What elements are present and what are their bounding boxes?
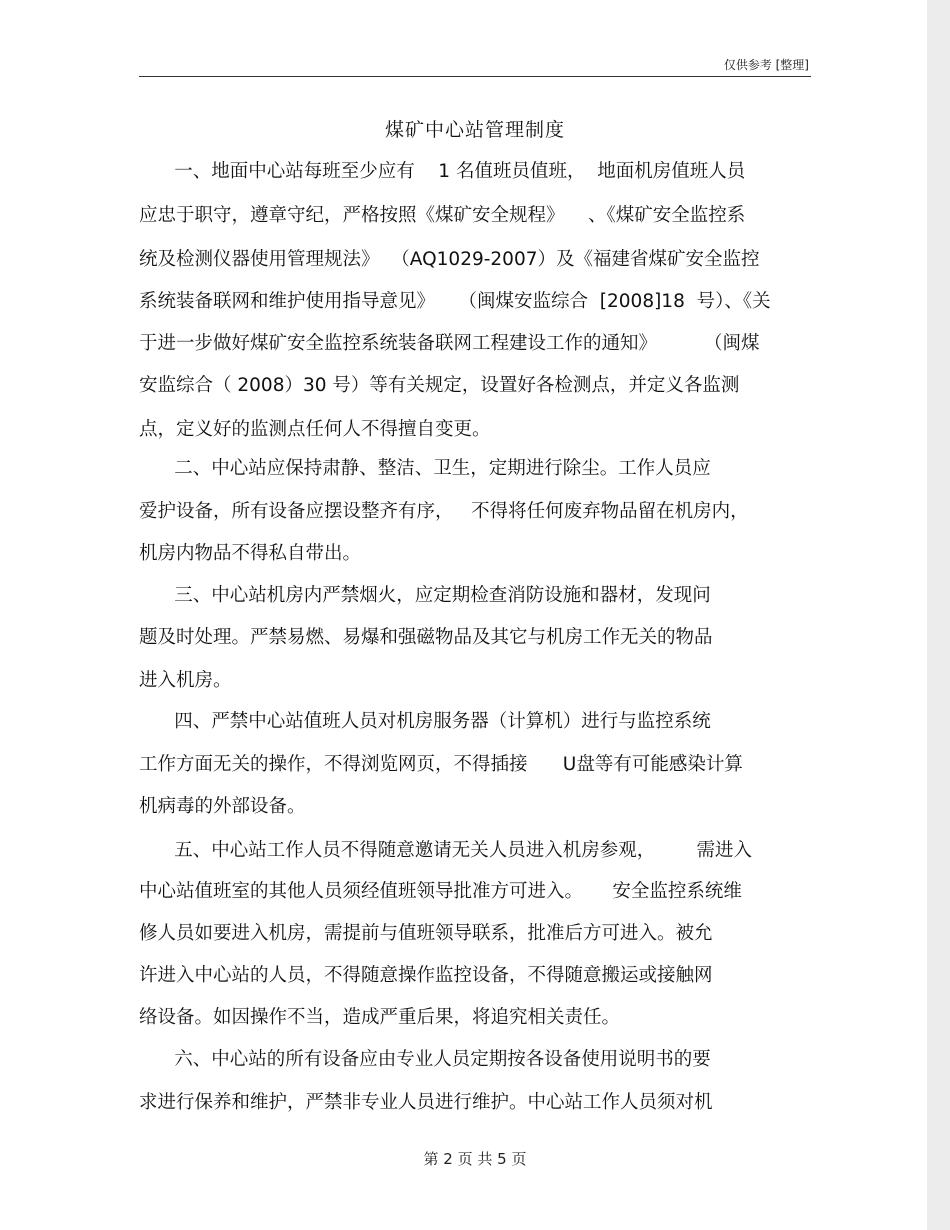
body-line: 机病毒的外部设备。 <box>139 796 306 817</box>
body-line: 点，定义好的监测点任何人不得擅自变更。 <box>139 419 491 440</box>
document-title: 煤矿中心站管理制度 <box>384 119 565 141</box>
body-line: 爱护设备，所有设备应摆设整齐有序， 不得将任何废弃物品留在机房内， <box>139 501 749 522</box>
body-line: 机房内物品不得私自带出。 <box>139 543 362 564</box>
body-line: 修人员如要进入机房，需提前与值班领导联系，批准后方可进入。被允 <box>139 923 713 944</box>
body-line: 中心站值班室的其他人员须经值班领导批准方可进入。 安全监控系统维 <box>139 881 742 902</box>
body-line: 题及时处理。严禁易燃、易爆和强磁物品及其它与机房工作无关的物品 <box>139 627 713 648</box>
body-line: 五、中心站工作人员不得随意邀请无关人员进入机房参观， 需进入 <box>139 840 752 861</box>
body-line: 于进一步做好煤矿安全监控系统装备联网工程建设工作的通知》 （闽煤 <box>139 333 760 354</box>
header-note: 仅供参考 [整理] <box>723 58 809 72</box>
body-line: 二、中心站应保持肃静、整洁、卫生，定期进行除尘。工作人员应 <box>139 458 711 479</box>
body-line: 六、中心站的所有设备应由专业人员定期按各设备使用说明书的要 <box>139 1049 711 1070</box>
body-line: 络设备。如因操作不当，造成严重后果，将追究相关责任。 <box>139 1007 621 1028</box>
body-line: 应忠于职守，遵章守纪，严格按照《煤矿安全规程》 、《煤矿安全监控系 <box>139 205 746 226</box>
body-line: 四、严禁中心站值班人员对机房服务器（计算机）进行与监控系统 <box>139 711 711 732</box>
body-line: 系统装备联网和维护使用指导意见》 （闽煤安监综合 [2008]18 号）、《关 <box>139 291 771 312</box>
body-line: 一、地面中心站每班至少应有 1 名值班员值班， 地面机房值班人员 <box>139 161 746 182</box>
page-number-footer: 第 2 页 共 5 页 <box>423 1150 527 1168</box>
body-line: 进入机房。 <box>139 670 232 691</box>
header-divider <box>139 76 811 77</box>
body-line: 工作方面无关的操作，不得浏览网页，不得插接 U盘等有可能感染计算 <box>139 754 743 775</box>
body-line: 统及检测仪器使用管理规法》 （AQ1029-2007）及《福建省煤矿安全监控 <box>139 249 760 270</box>
body-line: 三、中心站机房内严禁烟火，应定期检查消防设施和器材，发现问 <box>139 585 711 606</box>
body-line: 许进入中心站的人员，不得随意操作监控设备，不得随意搬运或接触网 <box>139 965 713 986</box>
body-line: 安监综合（ 2008）30 号）等有关规定，设置好各检测点，并定义各监测 <box>139 375 740 396</box>
body-line: 求进行保养和维护，严禁非专业人员进行维护。中心站工作人员须对机 <box>139 1092 713 1113</box>
